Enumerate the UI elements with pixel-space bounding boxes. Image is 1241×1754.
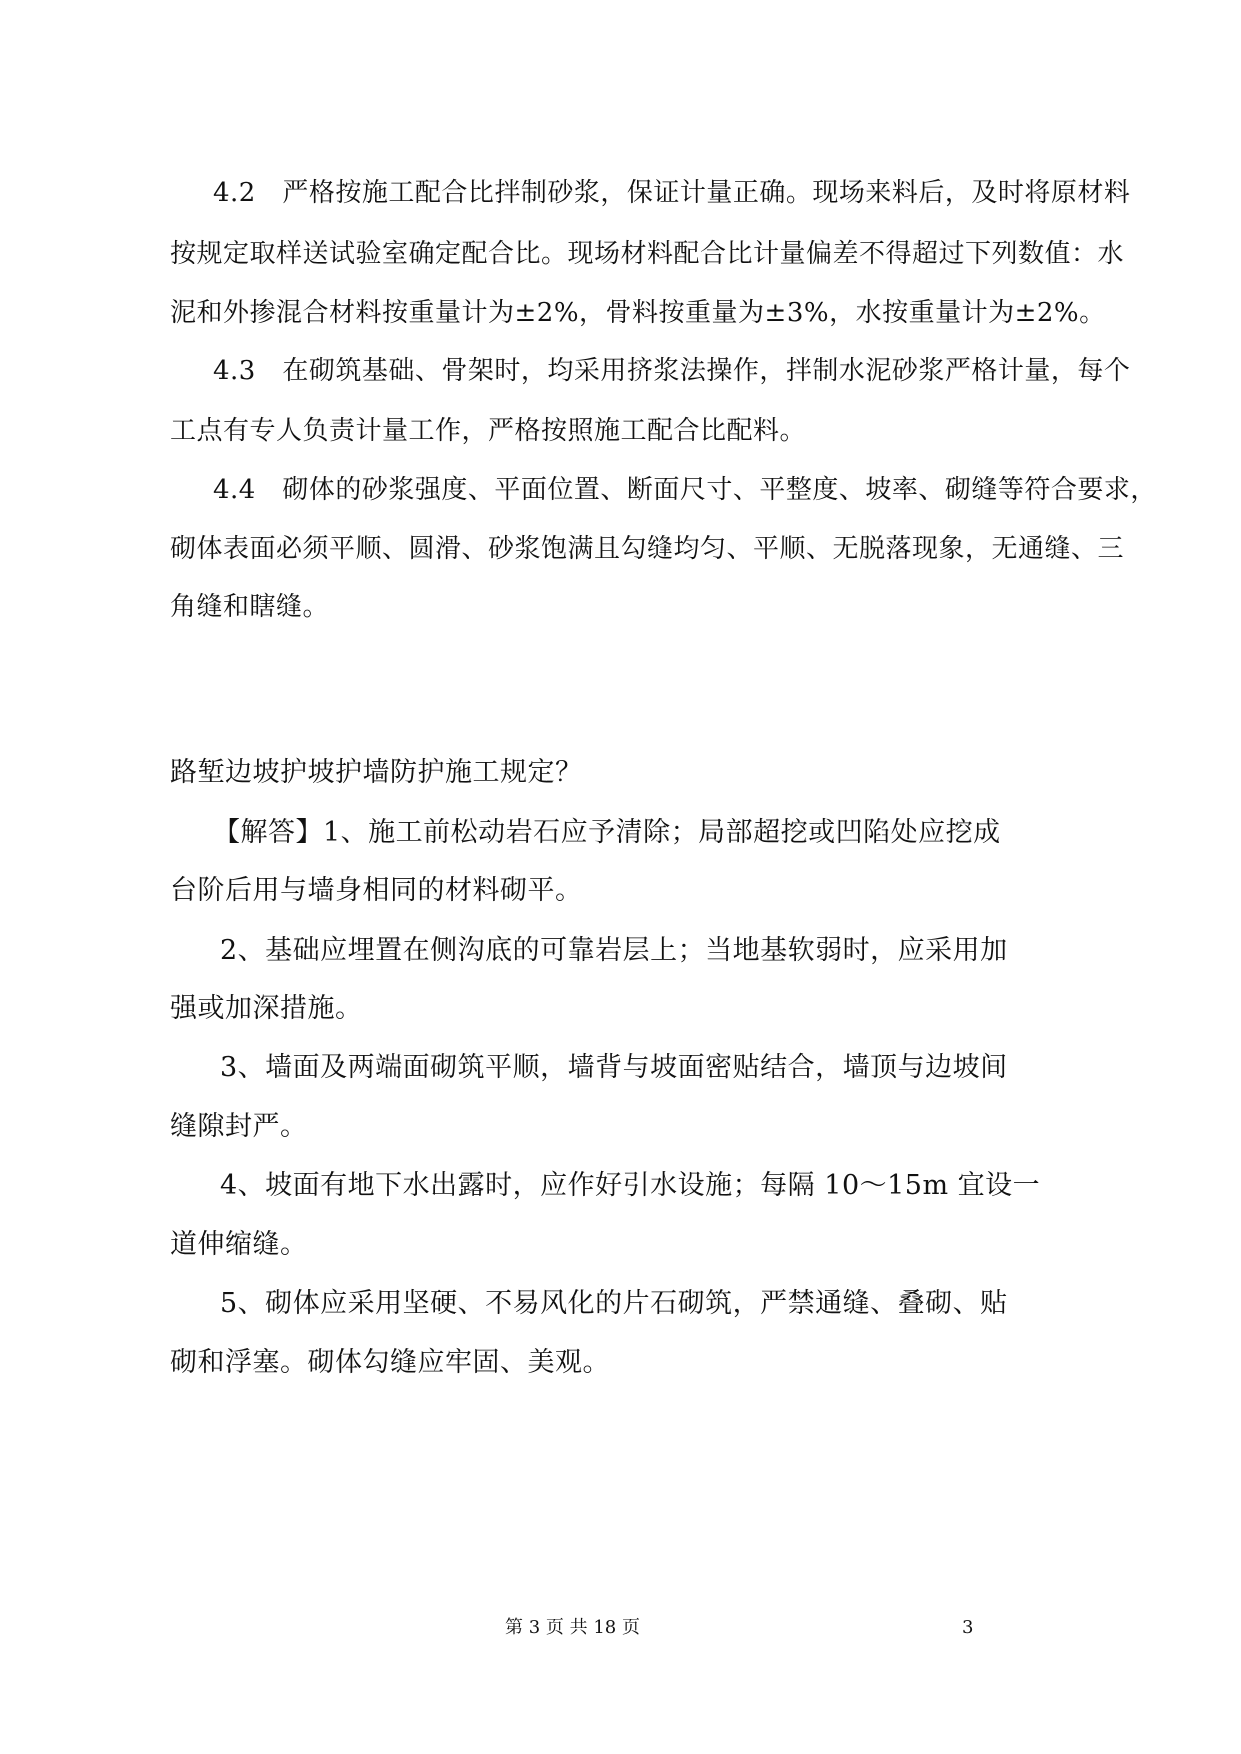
answer-2-line-2: 强或加深措施。 xyxy=(170,993,363,1024)
paragraph-4-3-line-2: 工点有专人负责计量工作，严格按照施工配合比配料。 xyxy=(170,416,807,446)
paragraph-4-3-line-1: 4.3 在砌筑基础、骨架时，均采用挤浆法操作，拌制水泥砂浆严格计量，每个 xyxy=(213,356,1131,386)
answer-2-line-1: 2、基础应埋置在侧沟底的可靠岩层上；当地基软弱时，应采用加 xyxy=(220,935,1008,966)
paragraph-4-4-line-1: 4.4 砌体的砂浆强度、平面位置、断面尺寸、平整度、坡率、砌缝等符合要求， xyxy=(213,475,1157,505)
answer-3-line-1: 3、墙面及两端面砌筑平顺，墙背与坡面密贴结合，墙顶与边坡间 xyxy=(220,1052,1008,1083)
footer-page-number: 3 xyxy=(962,1617,974,1638)
answer-4-line-2: 道伸缩缝。 xyxy=(170,1229,308,1260)
question-title: 路堑边坡护坡护墙防护施工规定？ xyxy=(170,757,583,788)
answer-4-line-1: 4、坡面有地下水出露时，应作好引水设施；每隔 10～15m 宜设一 xyxy=(220,1170,1041,1201)
answer-1-line-1: 【解答】1、施工前松动岩石应予清除；局部超挖或凹陷处应挖成 xyxy=(213,817,1001,848)
paragraph-4-2-line-2: 按规定取样送试验室确定配合比。现场材料配合比计量偏差不得超过下列数值：水 xyxy=(170,239,1125,269)
answer-5-line-1: 5、砌体应采用坚硬、不易风化的片石砌筑，严禁通缝、叠砌、贴 xyxy=(220,1288,1008,1319)
paragraph-4-4-line-2: 砌体表面必须平顺、圆滑、砂浆饱满且勾缝均匀、平顺、无脱落现象，无通缝、三 xyxy=(170,534,1125,564)
answer-1-line-2: 台阶后用与墙身相同的材料砌平。 xyxy=(170,875,583,906)
answer-5-line-2: 砌和浮塞。砌体勾缝应牢固、美观。 xyxy=(170,1347,610,1378)
paragraph-4-2-line-3: 泥和外掺混合材料按重量计为±2%，骨料按重量为±3%，水按重量计为±2%。 xyxy=(170,298,1106,328)
answer-3-line-2: 缝隙封严。 xyxy=(170,1111,308,1142)
paragraph-4-2-line-1: 4.2 严格按施工配合比拌制砂浆，保证计量正确。现场来料后，及时将原材料 xyxy=(213,178,1131,208)
footer-page-label: 第 3 页 共 18 页 xyxy=(505,1617,640,1638)
paragraph-4-4-line-3: 角缝和瞎缝。 xyxy=(170,592,330,622)
